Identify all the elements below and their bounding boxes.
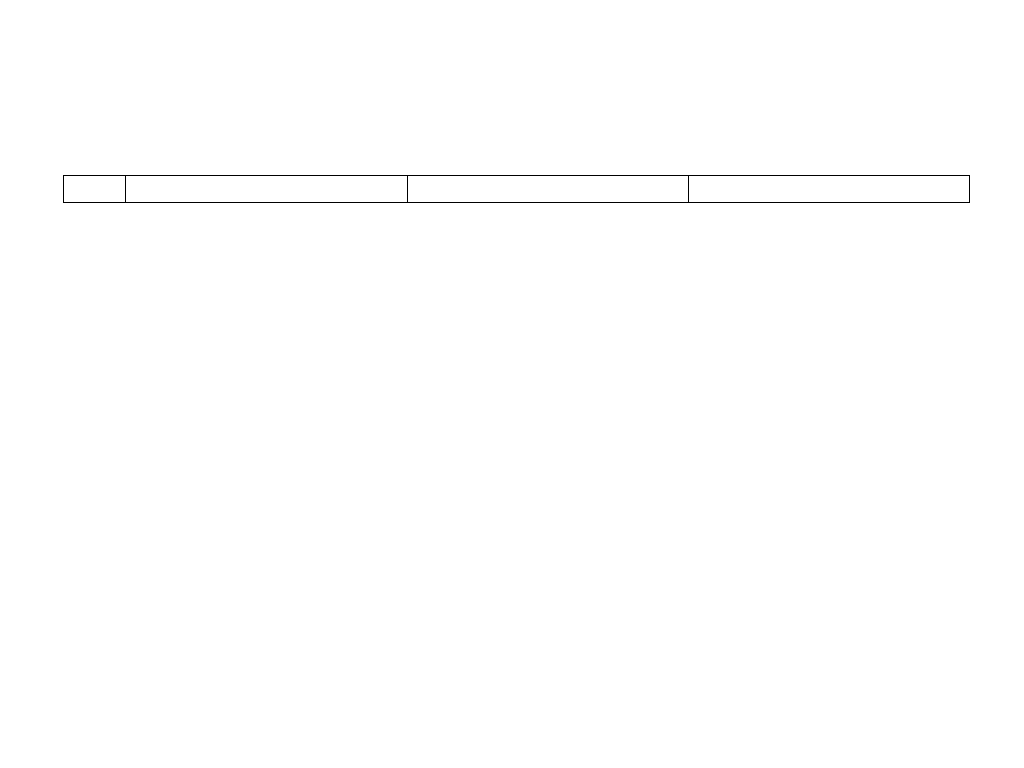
disenterias-header	[688, 176, 969, 190]
diarrea-subheader	[126, 189, 407, 203]
procedencia-header	[64, 176, 126, 203]
colera-header-top	[407, 176, 688, 190]
table-diarrea	[63, 175, 970, 203]
disenterias-subheader	[688, 189, 969, 203]
diarrea-header	[126, 176, 407, 190]
table-iras	[63, 415, 970, 441]
colera-header	[407, 189, 688, 203]
